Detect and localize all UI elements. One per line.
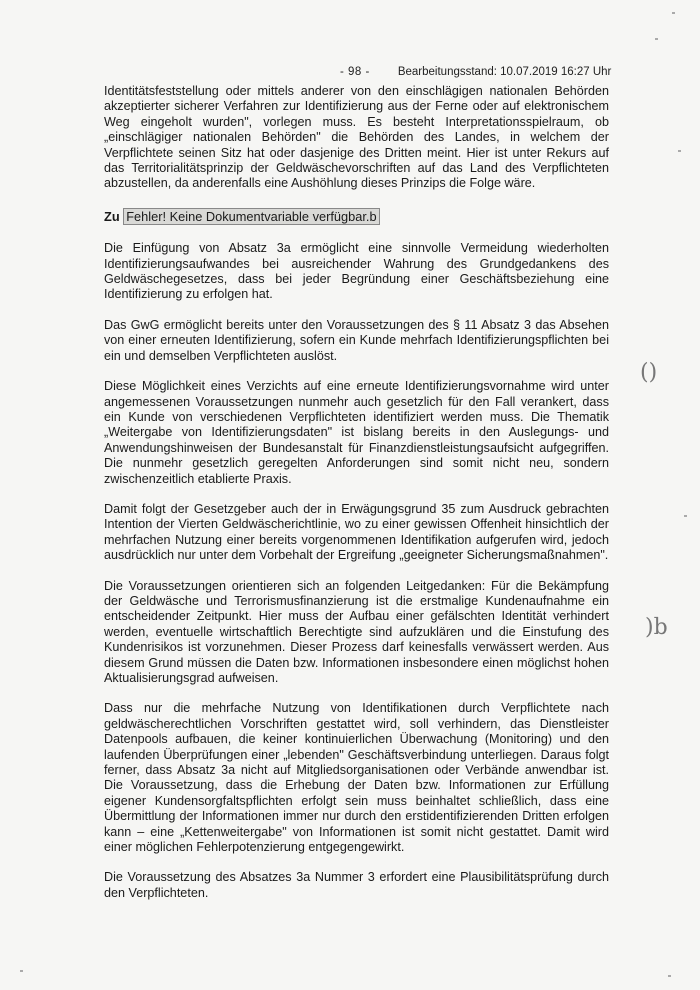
page-number: - 98 -: [340, 66, 370, 78]
paragraph: Dass nur die mehrfache Nutzung von Identifikationen durch Verpflichtete nach geldwäscherechtlichen Vorschriften gestattet wird, soll verhindern, das Dienstleister Datenpools aufbauen, die keiner kontinuierlichen Überwachung (Monitoring) und den laufenden Überprüfungen einer „lebenden" Geschäftsverbindung unterliegen. Daraus folgt ferner, dass Absatz 3a nicht auf Mitgliedsorganisationen oder Verbände anwendbar ist. Die Voraussetzung, dass die Erhebung der Daten bzw. Informationen zur Erfüllung eigener Kundensorgfaltspflichten erfolgt sein muss beinhaltet schließlich, dass eine Übermittlung der Informationen immer nur durch den erstidentifizierenden Dritten erfolgen kann – eine „Kettenweitergabe" von Informationen ist somit nicht gestattet. Damit wird einer möglichen Fehlerpotenzierung entgegengewirkt.: [104, 701, 609, 855]
document-body: [104, 84, 609, 916]
paragraph: Diese Möglichkeit eines Verzichts auf eine erneute Identifizierungsvornahme wird unter angemessenen Voraussetzungen nunmehr auch gesetzlich für den Fall verankert, dass ein Kunde von verschiedenen Verpflichteten identifiziert werden muss. Die Thematik „Weitergabe von Identifizierungsdaten" ist bislang bereits in den Auslegungs- und Anwendungshinweisen der Bundesanstalt für Finanzdienstleistungsaufsicht aufgegriffen. Die nunmehr gesetzlich geregelten Anforderungen sind somit nicht neu, sondern zwischenzeitlich etablierte Praxis.: [104, 379, 609, 486]
scan-speck: [672, 12, 675, 14]
edit-status: Bearbeitungsstand: 10.07.2019 16:27 Uhr: [397, 66, 612, 78]
field-error-reference: Fehler! Keine Dokumentvariable verfügbar.b: [123, 208, 379, 225]
paragraph: Die Einfügung von Absatz 3a ermöglicht eine sinnvolle Vermeidung wiederholten Identifizierungsaufwandes bei ausreichender Wahrung des Grundgedankens des Geldwäschegesetzes, dass bei jeder Begründung einer Geschäftsbeziehung eine Identifizierung zu erfolgen hat.: [104, 241, 609, 302]
scan-speck: [668, 975, 671, 977]
scan-speck: [678, 150, 681, 152]
paragraph: Identitätsfeststellung oder mittels anderer von den einschlägigen nationalen Behörden akzeptierter sicherer Verfahren zur Identifizierung aus der Ferne oder auf elektronischem Weg eingeholt wurden", vorlegen muss. Es besteht Interpretationsspielraum, ob „einschlägiger nationalen Behörden" die Behörden des Landes, in welchem der Verpflichtete seinen Sitz hat oder dasjenige des Dritten meint. Hier ist unter Rekurs auf das Territorialitätsprinzip der Geldwäschevorschriften auf das Land des Verpflichteten abzustellen, da anderenfalls eine Aushöhlung dieses Prinzips die Folge wäre.: [104, 84, 609, 191]
paragraph: Damit folgt der Gesetzgeber auch der in Erwägungsgrund 35 zum Ausdruck gebrachten Intention der Vierten Geldwäscherichtlinie, wo zu einer gewissen Offenheit hinsichtlich der mehrfachen Nutzung einer bereits vorgenommenen Identifikation aufgerufen wird, jedoch ausdrücklich nur unter dem Vorbehalt der Ergreifung „geeigneter Sicherungsmaßnahmen".: [104, 501, 609, 563]
scan-speck: [684, 515, 687, 517]
section-heading: [104, 209, 609, 224]
page-header: [340, 66, 640, 78]
scan-speck: [655, 38, 658, 40]
margin-scribble-mark: )b: [645, 615, 668, 640]
paragraph: Die Voraussetzung des Absatzes 3a Nummer 3 erfordert eine Plausibilitätsprüfung durch den Verpflichteten.: [104, 870, 609, 900]
section-heading-prefix: Zu: [104, 208, 120, 224]
paragraph: Die Voraussetzungen orientieren sich an folgenden Leitgedanken: Für die Bekämpfung der Geldwäsche und Terrorismusfinanzierung ist die erstmalige Kundenaufnahme ein entscheidender Zeitpunkt. Hier muss der Aufbau einer gefälschten Identität verhindert werden, eventuelle wirtschaftlich Berechtigte sind aufzuklären und die Einstufung des Kundenrisikos ist vorzunehmen. Dieser Prozess darf keinesfalls verwässert werden. Aus diesem Grund müssen die Daten bzw. Informationen insbesondere einen möglichst hohen Aktualisierungsgrad aufweisen.: [104, 578, 609, 685]
paragraph: Das GwG ermöglicht bereits unter den Voraussetzungen des § 11 Absatz 3 das Absehen von einer erneuten Identifizierung, sofern ein Kunde mehrfach Identifizierungspflichten bei ein und demselben Verpflichteten auslöst.: [104, 317, 609, 363]
scan-speck: [20, 970, 23, 972]
margin-scribble-mark: (): [640, 360, 658, 385]
